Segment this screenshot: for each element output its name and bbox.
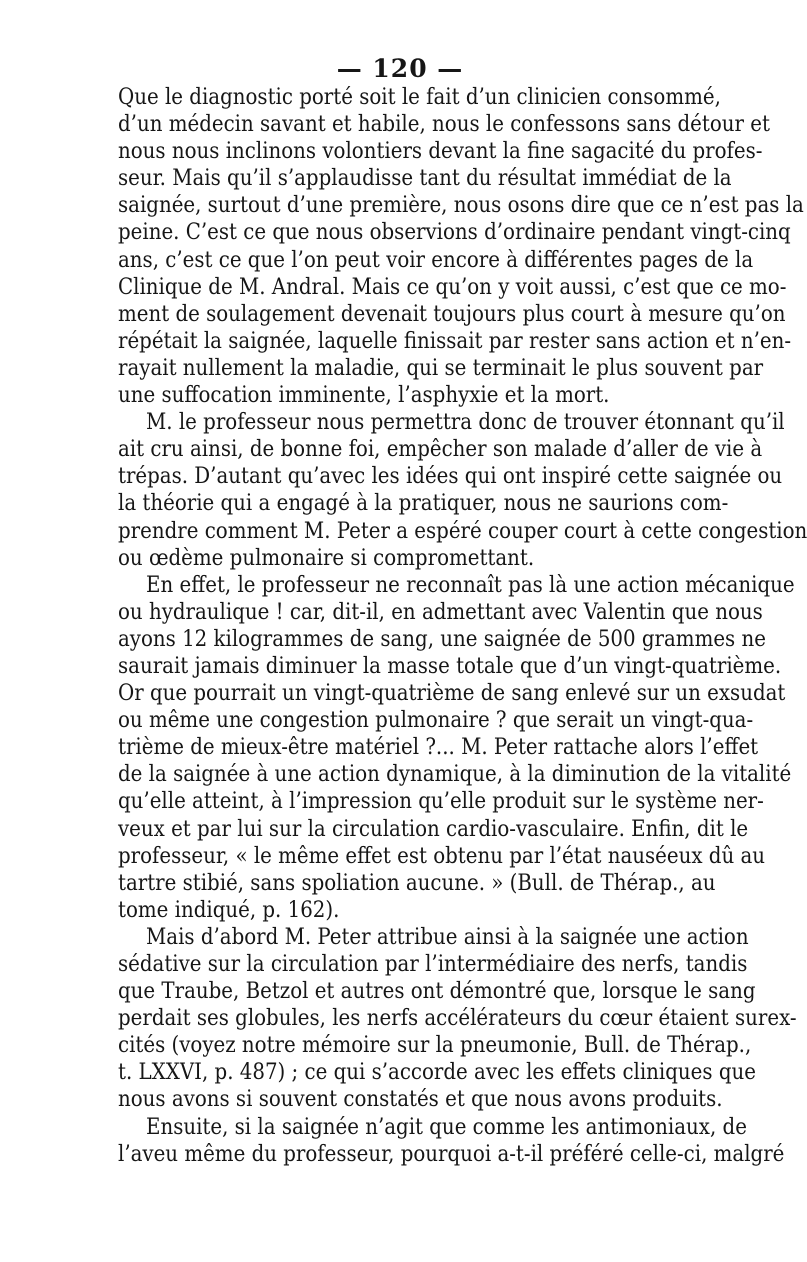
text-line: Que le diagnostic porté soit le fait d’un clinicien consommé, — [118, 85, 721, 110]
text-line: qu’elle atteint, à l’impression qu’elle produit sur le système ner- — [118, 789, 764, 815]
text-line: ou œdème pulmonaire si compromettant. — [118, 545, 535, 571]
text-line: veux et par lui sur la circulation cardio-vasculaire. Enfin, dit le — [118, 816, 749, 842]
text-line: saurait jamais diminuer la masse totale que d’un vingt-quatrième. — [118, 653, 782, 679]
text-line: que Traube, Betzol et autres ont démontré que, lorsque le sang — [118, 979, 756, 1005]
text-line: de la saignée à une action dynamique, à la diminution de la vitalité — [118, 762, 792, 788]
text-line: la théorie qui a engagé à la pratiquer, nous ne saurions com- — [118, 491, 729, 517]
text-line: saignée, surtout d’une première, nous osons dire que ce n’est pas la — [118, 193, 804, 219]
page-number: — 120 — — [336, 54, 464, 83]
text-line: tome indiqué, p. 162). — [118, 897, 340, 923]
text-line: répétait la saignée, laquelle finissait par rester sans action et n’en- — [118, 328, 792, 354]
paragraph-5 — [118, 1114, 785, 1168]
paragraph-1 — [118, 84, 804, 409]
text-line: trépas. D’autant qu’avec les idées qui ont inspiré cette saignée ou — [118, 464, 783, 490]
text-line: t. LXXVI, p. 487) ; ce qui s’accorde avec les effets cliniques que — [118, 1060, 756, 1086]
text-line: tartre stibié, sans spoliation aucune. » (Bull. de Thérap., au — [118, 870, 716, 896]
text-line: nous nous inclinons volontiers devant la fine sagacité du profes- — [118, 139, 763, 165]
text-line: ment de soulagement devenait toujours plus court à mesure qu’on — [118, 301, 786, 327]
text-line: perdait ses globules, les nerfs accélérateurs du cœur étaient surex- — [118, 1006, 797, 1032]
paragraph-2 — [118, 409, 807, 572]
text-line: M. le professeur nous permettra donc de trouver étonnant qu’il — [146, 410, 785, 436]
text-line: ou même une congestion pulmonaire ? que serait un vingt-qua- — [118, 708, 754, 734]
text-line: En effet, le professeur ne reconnaît pas là une action mécanique — [146, 572, 795, 598]
text-line: ait cru ainsi, de bonne foi, empêcher son malade d’aller de vie à — [118, 437, 763, 463]
body-text — [118, 84, 807, 1168]
text-line: ou hydraulique ! car, dit-il, en admettant avec Valentin que nous — [118, 599, 763, 625]
text-line: seur. Mais qu’il s’applaudisse tant du résultat immédiat de la — [118, 166, 732, 192]
paragraph-4 — [118, 924, 797, 1114]
text-line: professeur, « le même effet est obtenu par l’état nauséeux dû au — [118, 843, 766, 869]
paragraph-3 — [118, 572, 795, 924]
text-line: sédative sur la circulation par l’intermédiaire des nerfs, tandis — [118, 952, 748, 977]
text-line: Or que pourrait un vingt-quatrième de sang enlevé sur un exsudat — [118, 681, 786, 707]
text-line: l’aveu même du professeur, pourquoi a-t-il préféré celle-ci, malgré — [118, 1141, 785, 1167]
text-line: ayons 12 kilogrammes de sang, une saignée de 500 grammes ne — [118, 626, 766, 652]
text-line: trième de mieux-être matériel ?... M. Peter rattache alors l’effet — [118, 735, 759, 761]
text-line: peine. C’est ce que nous observions d’ordinaire pendant vingt-cinq — [118, 220, 791, 246]
text-line: rayait nullement la maladie, qui se terminait le plus souvent par — [118, 355, 764, 381]
text-line: Mais d’abord M. Peter attribue ainsi à la saignée une action — [146, 924, 749, 950]
text-line: nous avons si souvent constatés et que nous avons produits. — [118, 1087, 723, 1113]
text-line: prendre comment M. Peter a espéré couper court à cette congestion — [118, 518, 807, 544]
text-line: ans, c’est ce que l’on peut voir encore à différentes pages de la — [118, 247, 754, 273]
text-line: cités (voyez notre mémoire sur la pneumonie, Bull. de Thérap., — [118, 1033, 752, 1059]
text-line: une suffocation imminente, l’asphyxie et la mort. — [118, 383, 610, 409]
text-line: d’un médecin savant et habile, nous le confessons sans détour et — [118, 112, 770, 138]
text-line: Ensuite, si la saignée n’agit que comme les antimoniaux, de — [146, 1114, 747, 1140]
text-line: Clinique de M. Andral. Mais ce qu’on y voit aussi, c’est que ce mo- — [118, 274, 787, 300]
